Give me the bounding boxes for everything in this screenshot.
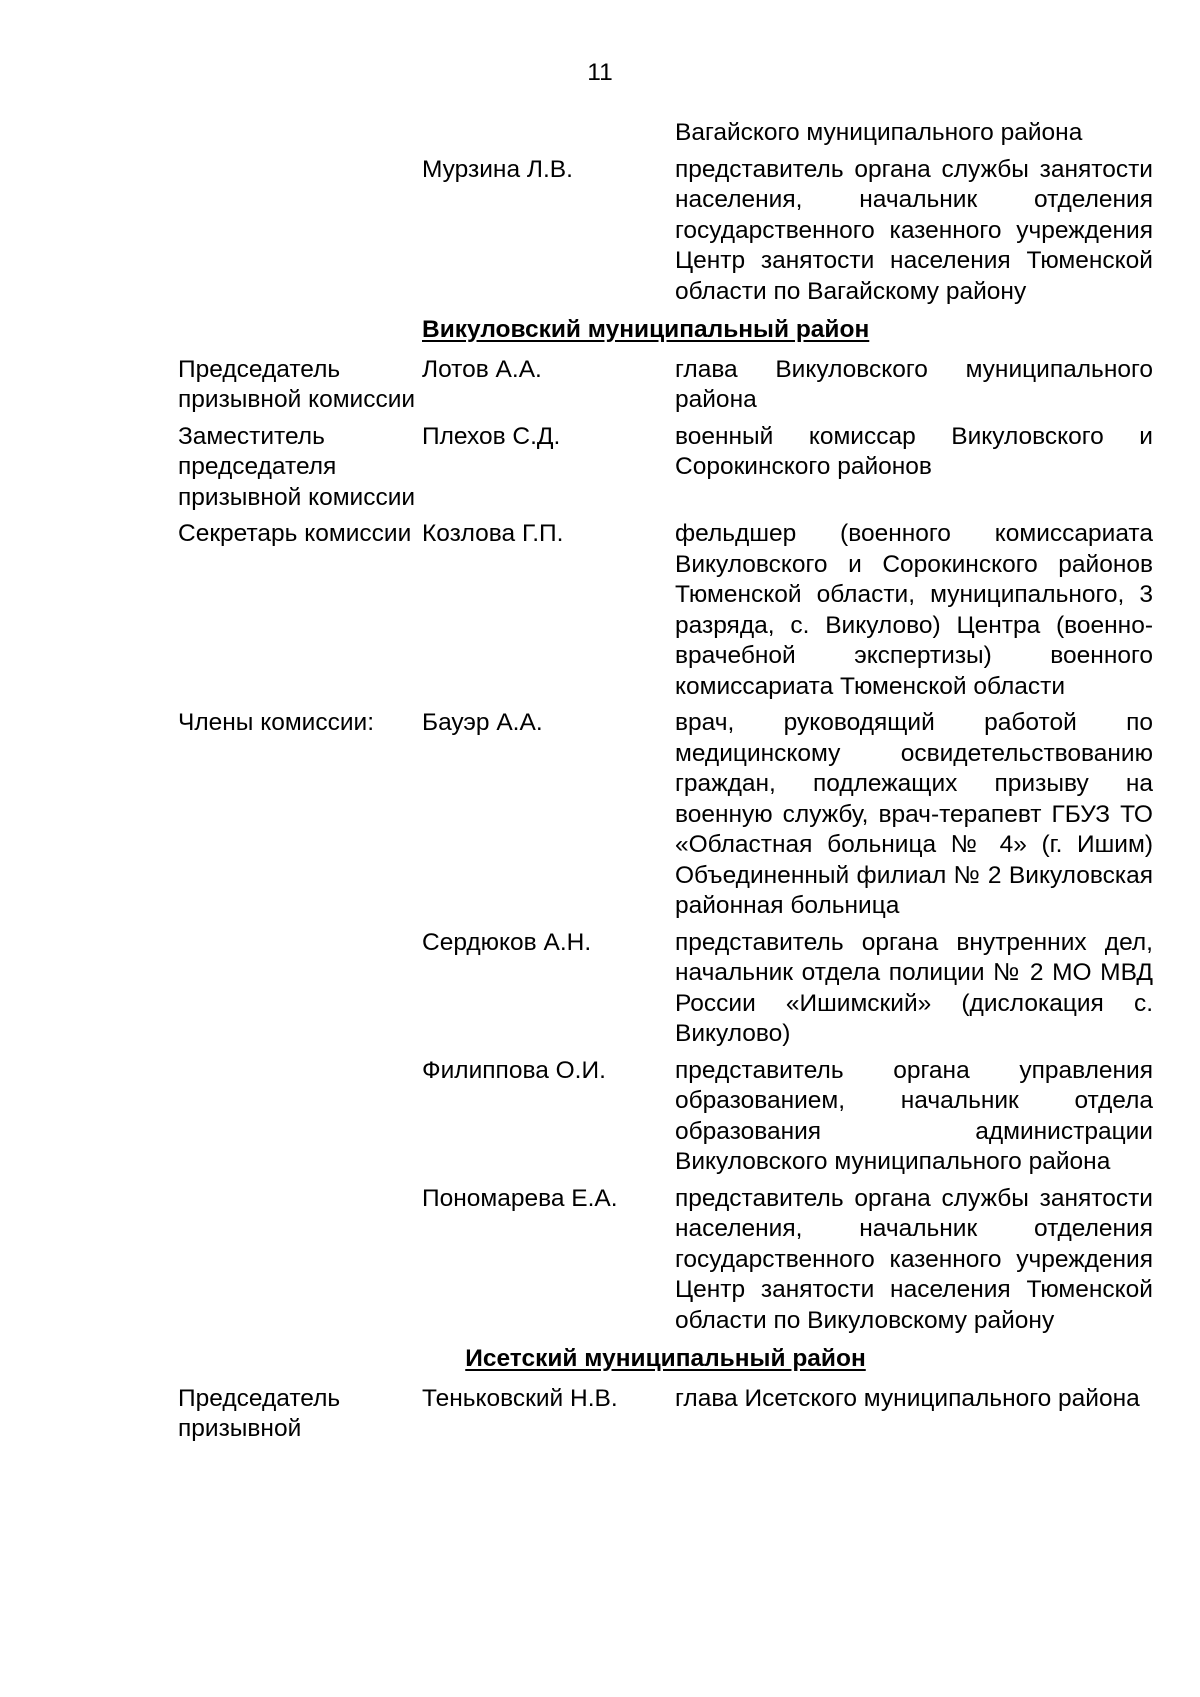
- member-name: Сердюков А.Н.: [422, 928, 592, 956]
- members-label: Члены комиссии:: [178, 709, 375, 736]
- vagai-continuation-text: Вагайского муниципального района: [675, 119, 1083, 146]
- role-label: Председатель призывной комиссии: [178, 355, 416, 413]
- role-cell-empty: [178, 928, 422, 1050]
- member-row: [178, 708, 1153, 922]
- role-cell-empty: [178, 118, 422, 149]
- member-desc: представитель органа службы занятости населения, начальник отделения государственного казенного учреждения Центр занятости населения Тюменской области по Вагайскому району: [675, 155, 1153, 305]
- role-cell-empty: [178, 1184, 422, 1337]
- member-desc: военный комиссар Викуловского и Сорокинского районов: [675, 422, 1153, 480]
- member-desc: врач, руководящий работой по медицинскому освидетельствованию граждан, подлежащих призыву на военную службу, врач-терапевт ГБУЗ ТО «Областная больница № 4» (г. Ишим) Объединенный филиал № 2 Викуловская районная больница: [675, 709, 1153, 919]
- section-heading-isetsk: Исетский муниципальный район: [465, 1345, 866, 1372]
- secretary-row: [178, 519, 1153, 702]
- member-row: [178, 928, 1153, 1050]
- page-number: 11: [587, 59, 613, 86]
- role-label: Секретарь комиссии: [178, 520, 412, 547]
- member-row: [178, 1184, 1153, 1337]
- member-desc: глава Викуловского муниципального района: [675, 355, 1153, 413]
- chair-row: [178, 355, 1153, 416]
- member-name: Козлова Г.П.: [422, 520, 564, 547]
- commission-list: [178, 118, 1153, 1451]
- vagai-continuation-row: [178, 118, 1153, 149]
- name-cell-empty: [422, 118, 675, 149]
- member-desc: представитель органа внутренних дел, начальник отдела полиции № 2 МО МВД России «Ишимский» (дислокация с. Викулово): [675, 928, 1153, 1047]
- member-desc: представитель органа управления образованием, начальник отдела образования администрации Викуловского муниципального района: [675, 1056, 1153, 1175]
- member-desc: представитель органа службы занятости населения, начальник отделения государственного казенного учреждения Центр занятости населения Тюменской области по Викуловскому району: [675, 1184, 1153, 1334]
- member-row: [178, 1056, 1153, 1178]
- role-cell-empty: [178, 1056, 422, 1178]
- member-name: Теньковский Н.В.: [422, 1384, 618, 1412]
- member-name: Филиппова О.И.: [422, 1056, 606, 1084]
- member-name: Лотов А.А.: [422, 355, 542, 383]
- section-heading-vikulovo: Викуловский муниципальный район: [422, 316, 870, 343]
- vagai-member-row: [178, 155, 1153, 308]
- member-desc: глава Исетского муниципального района: [675, 1384, 1140, 1412]
- chair-row: [178, 1384, 1153, 1445]
- role-cell-empty: [178, 155, 422, 308]
- member-desc: фельдшер (военного комиссариата Викуловского и Сорокинского районов Тюменской области, муниципального, 3 разряда, с. Викулово) Центра (военно-врачебной экспертизы) военного комиссариата Тюменской области: [675, 520, 1153, 700]
- role-label: Заместитель председателя призывной комиссии: [178, 422, 416, 511]
- role-label: Председатель призывной: [178, 1384, 341, 1442]
- deputy-row: [178, 422, 1153, 514]
- member-name: Пономарева Е.А.: [422, 1184, 618, 1212]
- member-name: Бауэр А.А.: [422, 709, 543, 736]
- member-name: Плехов С.Д.: [422, 422, 561, 450]
- member-name: Мурзина Л.В.: [422, 155, 573, 183]
